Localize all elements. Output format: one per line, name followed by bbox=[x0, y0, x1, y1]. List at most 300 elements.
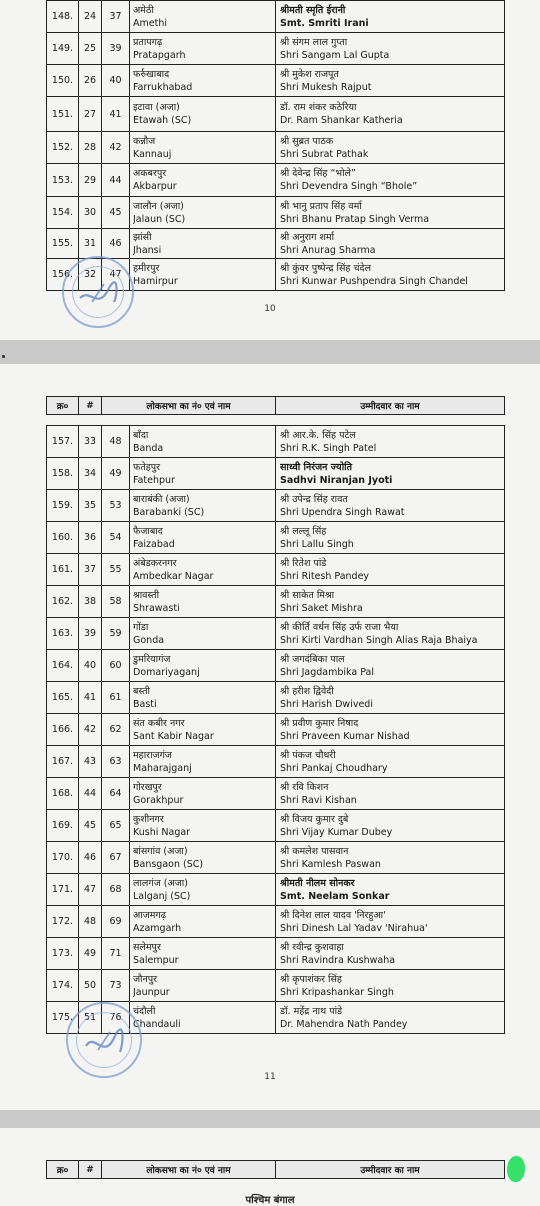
candidate-cell bbox=[276, 810, 505, 842]
page-number: 10 bbox=[264, 304, 276, 314]
constituency-number: 61 bbox=[102, 682, 130, 714]
candidate-name-hindi: श्री मुकेश राजपूत bbox=[280, 68, 339, 80]
document-page-10 bbox=[0, 0, 540, 340]
table-row bbox=[47, 810, 505, 842]
state-serial-number: 29 bbox=[79, 164, 102, 197]
constituency-number: 47 bbox=[102, 259, 130, 291]
table-row bbox=[47, 490, 505, 522]
constituency-number: 49 bbox=[102, 458, 130, 490]
serial-number: 174. bbox=[47, 970, 79, 1002]
candidate-name-hindi: श्री साकेत मिश्रा bbox=[280, 589, 335, 601]
constituency-name-hindi: गोंडा bbox=[133, 621, 149, 633]
state-serial-number: 30 bbox=[79, 197, 102, 229]
serial-number: 163. bbox=[47, 618, 79, 650]
constituency-number: 68 bbox=[102, 874, 130, 906]
constituency-name-hindi: अमेठी bbox=[133, 4, 154, 16]
constituency-number: 62 bbox=[102, 714, 130, 746]
constituency-number: 48 bbox=[102, 426, 130, 458]
candidate-name-english: Dr. Ram Shankar Katheria bbox=[280, 115, 403, 126]
table-row bbox=[47, 229, 505, 259]
constituency-number: 76 bbox=[102, 1002, 130, 1034]
constituency-number: 64 bbox=[102, 778, 130, 810]
state-serial-number: 46 bbox=[79, 842, 102, 874]
constituency-cell bbox=[130, 586, 276, 618]
constituency-cell bbox=[130, 970, 276, 1002]
table-row bbox=[47, 778, 505, 810]
constituency-cell bbox=[130, 778, 276, 810]
constituency-cell bbox=[130, 33, 276, 65]
state-heading: पश्चिम बंगाल bbox=[245, 1195, 295, 1206]
state-serial-number: 41 bbox=[79, 682, 102, 714]
candidate-cell bbox=[276, 682, 505, 714]
constituency-cell bbox=[130, 65, 276, 97]
table-row bbox=[47, 906, 505, 938]
serial-number: 154. bbox=[47, 197, 79, 229]
table-row bbox=[47, 458, 505, 490]
state-serial-number: 33 bbox=[79, 426, 102, 458]
candidate-cell bbox=[276, 97, 505, 132]
candidate-cell bbox=[276, 33, 505, 65]
candidate-cell bbox=[276, 259, 505, 291]
constituency-name-english: Jhansi bbox=[133, 244, 162, 256]
state-serial-number: 28 bbox=[79, 132, 102, 164]
header-constituency: लोकसभा का नं० एवं नाम bbox=[102, 1161, 276, 1179]
state-serial-number: 50 bbox=[79, 970, 102, 1002]
candidate-name-english: Shri Kunwar Pushpendra Singh Chandel bbox=[280, 275, 468, 287]
constituency-number: 54 bbox=[102, 522, 130, 554]
candidate-name-english: Smt. Neelam Sonkar bbox=[280, 890, 390, 902]
serial-number: 175. bbox=[47, 1002, 79, 1034]
constituency-name-english: Ambedkar Nagar bbox=[133, 570, 214, 582]
candidate-name-hindi: श्री देवेन्द्र सिंह “भोले” bbox=[280, 168, 356, 179]
constituency-name-english: Farrukhabad bbox=[133, 81, 193, 93]
document-page-12 bbox=[0, 1128, 540, 1206]
table-row bbox=[47, 97, 505, 132]
state-serial-number: 26 bbox=[79, 65, 102, 97]
serial-number: 168. bbox=[47, 778, 79, 810]
candidate-name-hindi: श्री जगदंबिका पाल bbox=[280, 653, 345, 665]
constituency-cell bbox=[130, 842, 276, 874]
serial-number: 165. bbox=[47, 682, 79, 714]
header-hash: # bbox=[79, 1161, 102, 1179]
candidate-name-hindi: श्री प्रवीण कुमार निषाद bbox=[280, 717, 359, 729]
constituency-name-english: Barabanki (SC) bbox=[133, 506, 205, 518]
candidate-name-hindi: श्री रितेश पांडे bbox=[280, 557, 327, 569]
table-header bbox=[46, 1160, 505, 1179]
candidate-name-english: Shri Bhanu Pratap Singh Verma bbox=[280, 213, 430, 225]
constituency-number: 58 bbox=[102, 586, 130, 618]
candidate-cell bbox=[276, 906, 505, 938]
header-constituency: लोकसभा का नं० एवं नाम bbox=[102, 397, 276, 415]
candidate-name-english: Shri Praveen Kumar Nishad bbox=[280, 730, 410, 742]
constituency-name-hindi: अकबरपुर bbox=[133, 168, 167, 179]
candidate-cell bbox=[276, 970, 505, 1002]
constituency-name-hindi: झांसी bbox=[133, 231, 152, 243]
candidate-cell bbox=[276, 522, 505, 554]
constituency-cell bbox=[130, 97, 276, 132]
constituency-cell bbox=[130, 938, 276, 970]
constituency-name-hindi: फर्रुखाबाद bbox=[133, 68, 170, 80]
constituency-name-hindi: आजमगढ़ bbox=[133, 909, 167, 921]
candidate-cell bbox=[276, 197, 505, 229]
constituency-cell bbox=[130, 874, 276, 906]
constituency-name-hindi: गोरखपुर bbox=[133, 781, 162, 793]
constituency-name-english: Amethi bbox=[133, 17, 167, 29]
candidate-name-english: Shri Devendra Singh “Bhole” bbox=[280, 181, 418, 192]
header-serial: क्र० bbox=[47, 1161, 79, 1179]
candidate-name-hindi: श्री रवि किशन bbox=[280, 781, 329, 793]
candidate-name-english: Shri Lallu Singh bbox=[280, 538, 354, 550]
constituency-name-english: Kushi Nagar bbox=[133, 826, 191, 838]
candidate-cell bbox=[276, 714, 505, 746]
document-page-11 bbox=[0, 364, 540, 1110]
candidate-name-hindi: श्री आर.के. सिंह पटेल bbox=[280, 429, 356, 441]
constituency-number: 59 bbox=[102, 618, 130, 650]
constituency-name-english: Faizabad bbox=[133, 538, 175, 550]
serial-number: 148. bbox=[47, 1, 79, 33]
candidate-name-english: Shri Ritesh Pandey bbox=[280, 570, 370, 582]
candidate-name-hindi: श्री संगम लाल गुप्ता bbox=[280, 36, 348, 48]
state-serial-number: 32 bbox=[79, 259, 102, 291]
constituency-name-hindi: फैजाबाद bbox=[133, 525, 163, 537]
constituency-name-hindi: डुमरियागंज bbox=[133, 653, 171, 665]
green-marker bbox=[507, 1156, 525, 1182]
serial-number: 159. bbox=[47, 490, 79, 522]
scan-mark bbox=[2, 355, 5, 358]
constituency-number: 67 bbox=[102, 842, 130, 874]
table-row bbox=[47, 164, 505, 197]
state-serial-number: 42 bbox=[79, 714, 102, 746]
candidate-name-hindi: डॉ. राम शंकर कठेरिया bbox=[280, 102, 357, 113]
constituency-name-english: Kannauj bbox=[133, 148, 172, 160]
constituency-name-hindi: सलेमपुर bbox=[133, 941, 161, 953]
candidate-name-hindi: श्री सुब्रत पाठक bbox=[280, 135, 334, 147]
candidate-name-hindi: श्री पंकज चौधरी bbox=[280, 749, 336, 761]
state-serial-number: 24 bbox=[79, 1, 102, 33]
constituency-cell bbox=[130, 746, 276, 778]
candidate-name-english: Shri Harish Dwivedi bbox=[280, 698, 373, 710]
state-serial-number: 39 bbox=[79, 618, 102, 650]
candidate-name-hindi: श्री लल्लू सिंह bbox=[280, 525, 327, 537]
candidate-name-english: Shri Ravi Kishan bbox=[280, 794, 357, 806]
constituency-number: 40 bbox=[102, 65, 130, 97]
constituency-cell bbox=[130, 1, 276, 33]
state-serial-number: 51 bbox=[79, 1002, 102, 1034]
candidate-cell bbox=[276, 618, 505, 650]
candidate-name-hindi: श्री कीर्ति वर्धन सिंह उर्फ राजा भैया bbox=[280, 621, 399, 633]
candidate-cell bbox=[276, 1, 505, 33]
candidate-name-hindi: साध्वी निरंजन ज्योति bbox=[280, 461, 353, 473]
constituency-name-hindi: जालौन (अजा) bbox=[133, 200, 184, 212]
candidate-name-english: Shri Pankaj Choudhary bbox=[280, 762, 388, 774]
serial-number: 172. bbox=[47, 906, 79, 938]
candidate-cell bbox=[276, 426, 505, 458]
serial-number: 150. bbox=[47, 65, 79, 97]
constituency-cell bbox=[130, 426, 276, 458]
candidate-name-english: Shri Saket Mishra bbox=[280, 602, 363, 614]
candidate-name-hindi: श्री हरीश द्विवेदी bbox=[280, 685, 334, 697]
serial-number: 155. bbox=[47, 229, 79, 259]
constituency-cell bbox=[130, 522, 276, 554]
candidate-cell bbox=[276, 490, 505, 522]
constituency-cell bbox=[130, 490, 276, 522]
candidate-cell bbox=[276, 458, 505, 490]
constituency-name-hindi: बांसगांव (अजा) bbox=[133, 845, 188, 857]
table-row bbox=[47, 33, 505, 65]
candidate-name-english: Shri Jagdambika Pal bbox=[280, 666, 374, 678]
candidate-name-hindi: श्री दिनेश लाल यादव 'निरहुआ' bbox=[280, 909, 386, 921]
constituency-name-english: Pratapgarh bbox=[133, 49, 186, 61]
serial-number: 162. bbox=[47, 586, 79, 618]
official-seal-stamp bbox=[62, 256, 134, 328]
table-row bbox=[47, 682, 505, 714]
candidate-name-english: Shri Dinesh Lal Yadav 'Nirahua' bbox=[280, 922, 428, 934]
candidate-name-english: Shri Upendra Singh Rawat bbox=[280, 506, 405, 518]
candidate-table-page-10 bbox=[46, 0, 505, 291]
constituency-number: 73 bbox=[102, 970, 130, 1002]
constituency-name-english: Fatehpur bbox=[133, 474, 175, 486]
constituency-name-english: Banda bbox=[133, 442, 164, 454]
state-serial-number: 25 bbox=[79, 33, 102, 65]
table-row bbox=[47, 522, 505, 554]
candidate-name-english: Shri Vijay Kumar Dubey bbox=[280, 826, 393, 838]
constituency-name-hindi: संत कबीर नगर bbox=[133, 717, 185, 729]
constituency-name-english: Jalaun (SC) bbox=[133, 213, 186, 225]
constituency-cell bbox=[130, 1002, 276, 1034]
constituency-cell bbox=[130, 618, 276, 650]
constituency-name-english: Bansgaon (SC) bbox=[133, 858, 204, 870]
state-serial-number: 43 bbox=[79, 746, 102, 778]
table-row bbox=[47, 197, 505, 229]
table-row bbox=[47, 842, 505, 874]
candidate-cell bbox=[276, 1002, 505, 1034]
table-row bbox=[47, 618, 505, 650]
candidate-cell bbox=[276, 938, 505, 970]
table-row bbox=[47, 426, 505, 458]
state-serial-number: 45 bbox=[79, 810, 102, 842]
candidate-table-page-11 bbox=[46, 425, 505, 1034]
constituency-number: 46 bbox=[102, 229, 130, 259]
constituency-number: 53 bbox=[102, 490, 130, 522]
constituency-name-hindi: इटावा (अजा) bbox=[133, 102, 180, 113]
state-serial-number: 35 bbox=[79, 490, 102, 522]
serial-number: 166. bbox=[47, 714, 79, 746]
constituency-cell bbox=[130, 714, 276, 746]
constituency-number: 39 bbox=[102, 33, 130, 65]
candidate-cell bbox=[276, 778, 505, 810]
constituency-name-english: Gorakhpur bbox=[133, 794, 184, 806]
state-serial-number: 31 bbox=[79, 229, 102, 259]
candidate-name-hindi: श्रीमती नीलम सोनकर bbox=[280, 877, 355, 889]
candidate-name-english: Shri Kamlesh Paswan bbox=[280, 858, 381, 870]
state-serial-number: 47 bbox=[79, 874, 102, 906]
constituency-number: 44 bbox=[102, 164, 130, 197]
state-serial-number: 48 bbox=[79, 906, 102, 938]
candidate-cell bbox=[276, 132, 505, 164]
candidate-name-hindi: श्री कमलेश पासवान bbox=[280, 845, 349, 857]
serial-number: 169. bbox=[47, 810, 79, 842]
page-number: 11 bbox=[264, 1072, 276, 1082]
header-hash: # bbox=[79, 397, 102, 415]
constituency-number: 45 bbox=[102, 197, 130, 229]
serial-number: 153. bbox=[47, 164, 79, 197]
candidate-cell bbox=[276, 164, 505, 197]
state-serial-number: 49 bbox=[79, 938, 102, 970]
table-row bbox=[47, 132, 505, 164]
candidate-cell bbox=[276, 586, 505, 618]
header-candidate: उम्मीदवार का नाम bbox=[276, 397, 505, 415]
constituency-name-hindi: कुशीनगर bbox=[133, 813, 164, 825]
candidate-cell bbox=[276, 650, 505, 682]
serial-number: 173. bbox=[47, 938, 79, 970]
table-row bbox=[47, 746, 505, 778]
constituency-name-english: Shrawasti bbox=[133, 602, 180, 614]
candidate-name-hindi: डॉ. महेंद्र नाथ पांडे bbox=[280, 1005, 343, 1017]
constituency-name-english: Etawah (SC) bbox=[133, 115, 192, 126]
table-row bbox=[47, 650, 505, 682]
constituency-cell bbox=[130, 682, 276, 714]
constituency-number: 55 bbox=[102, 554, 130, 586]
serial-number: 171. bbox=[47, 874, 79, 906]
candidate-cell bbox=[276, 65, 505, 97]
table-row bbox=[47, 1, 505, 33]
state-serial-number: 34 bbox=[79, 458, 102, 490]
constituency-number: 63 bbox=[102, 746, 130, 778]
candidate-name-english: Shri Subrat Pathak bbox=[280, 148, 369, 160]
constituency-name-english: Chandauli bbox=[133, 1018, 181, 1030]
candidate-name-english: Sadhvi Niranjan Jyoti bbox=[280, 474, 393, 486]
header-candidate: उम्मीदवार का नाम bbox=[276, 1161, 505, 1179]
candidate-name-english: Shri Ravindra Kushwaha bbox=[280, 954, 396, 966]
candidate-name-hindi: श्री विजय कुमार दुबे bbox=[280, 813, 349, 825]
constituency-name-hindi: बाँदा bbox=[133, 429, 149, 441]
candidate-name-english: Shri Mukesh Rajput bbox=[280, 81, 372, 93]
candidate-cell bbox=[276, 874, 505, 906]
candidate-name-english: Smt. Smriti Irani bbox=[280, 17, 369, 29]
candidate-name-hindi: श्रीमती स्मृति ईरानी bbox=[280, 4, 346, 16]
candidate-name-english: Shri R.K. Singh Patel bbox=[280, 442, 377, 454]
constituency-name-hindi: प्रतापगढ़ bbox=[133, 36, 163, 48]
constituency-number: 42 bbox=[102, 132, 130, 164]
table-row bbox=[47, 554, 505, 586]
constituency-cell bbox=[130, 650, 276, 682]
constituency-name-english: Hamirpur bbox=[133, 275, 178, 287]
candidate-cell bbox=[276, 842, 505, 874]
table-row bbox=[47, 970, 505, 1002]
candidate-name-hindi: श्री अनुराग शर्मा bbox=[280, 231, 335, 243]
table-header bbox=[46, 396, 505, 415]
constituency-name-hindi: महाराजगंज bbox=[133, 749, 172, 761]
constituency-name-hindi: बस्ती bbox=[133, 685, 150, 697]
candidate-name-english: Dr. Mahendra Nath Pandey bbox=[280, 1018, 408, 1030]
candidate-name-hindi: श्री उपेन्द्र सिंह रावत bbox=[280, 493, 348, 505]
constituency-name-hindi: फतेहपुर bbox=[133, 461, 161, 473]
constituency-cell bbox=[130, 164, 276, 197]
state-serial-number: 37 bbox=[79, 554, 102, 586]
serial-number: 151. bbox=[47, 97, 79, 132]
constituency-name-english: Gonda bbox=[133, 634, 165, 646]
constituency-number: 65 bbox=[102, 810, 130, 842]
constituency-name-english: Maharajganj bbox=[133, 762, 192, 774]
state-serial-number: 40 bbox=[79, 650, 102, 682]
table-row bbox=[47, 874, 505, 906]
constituency-name-english: Lalganj (SC) bbox=[133, 890, 191, 902]
constituency-name-english: Basti bbox=[133, 698, 157, 710]
constituency-cell bbox=[130, 229, 276, 259]
table-row bbox=[47, 586, 505, 618]
table-row bbox=[47, 938, 505, 970]
serial-number: 158. bbox=[47, 458, 79, 490]
candidate-cell bbox=[276, 554, 505, 586]
constituency-name-english: Jaunpur bbox=[133, 986, 170, 998]
constituency-cell bbox=[130, 906, 276, 938]
candidate-name-hindi: श्री कृपाशंकर सिंह bbox=[280, 973, 342, 985]
table-row bbox=[47, 65, 505, 97]
serial-number: 157. bbox=[47, 426, 79, 458]
candidate-name-hindi: श्री रवीन्द्र कुशवाहा bbox=[280, 941, 344, 953]
constituency-name-hindi: लालगंज (अजा) bbox=[133, 877, 188, 889]
serial-number: 149. bbox=[47, 33, 79, 65]
constituency-cell bbox=[130, 197, 276, 229]
constituency-name-hindi: चंदौली bbox=[133, 1005, 156, 1017]
constituency-name-english: Salempur bbox=[133, 954, 179, 966]
state-serial-number: 38 bbox=[79, 586, 102, 618]
constituency-cell bbox=[130, 458, 276, 490]
candidate-name-english: Shri Kripashankar Singh bbox=[280, 986, 394, 998]
serial-number: 170. bbox=[47, 842, 79, 874]
serial-number: 161. bbox=[47, 554, 79, 586]
serial-number: 167. bbox=[47, 746, 79, 778]
candidate-name-english: Shri Sangam Lal Gupta bbox=[280, 49, 390, 61]
constituency-name-hindi: बाराबंकी (अजा) bbox=[133, 493, 190, 505]
constituency-number: 69 bbox=[102, 906, 130, 938]
constituency-name-hindi: कन्नौज bbox=[133, 135, 156, 147]
constituency-name-hindi: अंबेडकरनगर bbox=[133, 557, 177, 569]
constituency-number: 71 bbox=[102, 938, 130, 970]
candidate-name-hindi: श्री भानु प्रताप सिंह वर्मा bbox=[280, 200, 362, 212]
candidate-name-english: Shri Kirti Vardhan Singh Alias Raja Bhaiya bbox=[280, 634, 478, 646]
constituency-name-english: Domariyaganj bbox=[133, 666, 200, 678]
constituency-cell bbox=[130, 810, 276, 842]
candidate-cell bbox=[276, 229, 505, 259]
serial-number: 160. bbox=[47, 522, 79, 554]
serial-number: 156. bbox=[47, 259, 79, 291]
constituency-name-english: Azamgarh bbox=[133, 922, 182, 934]
serial-number: 152. bbox=[47, 132, 79, 164]
state-serial-number: 44 bbox=[79, 778, 102, 810]
constituency-number: 41 bbox=[102, 97, 130, 132]
header-serial: क्र० bbox=[47, 397, 79, 415]
constituency-name-hindi: श्रावस्ती bbox=[133, 589, 160, 601]
serial-number: 164. bbox=[47, 650, 79, 682]
official-seal-stamp bbox=[66, 1002, 142, 1078]
constituency-name-english: Akbarpur bbox=[133, 181, 177, 192]
table-row bbox=[47, 714, 505, 746]
constituency-name-hindi: जौनपुर bbox=[133, 973, 158, 985]
constituency-cell bbox=[130, 132, 276, 164]
constituency-name-hindi: हमीरपुर bbox=[133, 262, 160, 274]
candidate-cell bbox=[276, 746, 505, 778]
constituency-number: 60 bbox=[102, 650, 130, 682]
state-serial-number: 36 bbox=[79, 522, 102, 554]
state-serial-number: 27 bbox=[79, 97, 102, 132]
constituency-number: 37 bbox=[102, 1, 130, 33]
constituency-name-english: Sant Kabir Nagar bbox=[133, 730, 214, 742]
candidate-name-hindi: श्री कुंवर पुष्पेन्द्र सिंह चंदेल bbox=[280, 262, 372, 274]
candidate-name-english: Shri Anurag Sharma bbox=[280, 244, 376, 256]
constituency-cell bbox=[130, 259, 276, 291]
constituency-cell bbox=[130, 554, 276, 586]
